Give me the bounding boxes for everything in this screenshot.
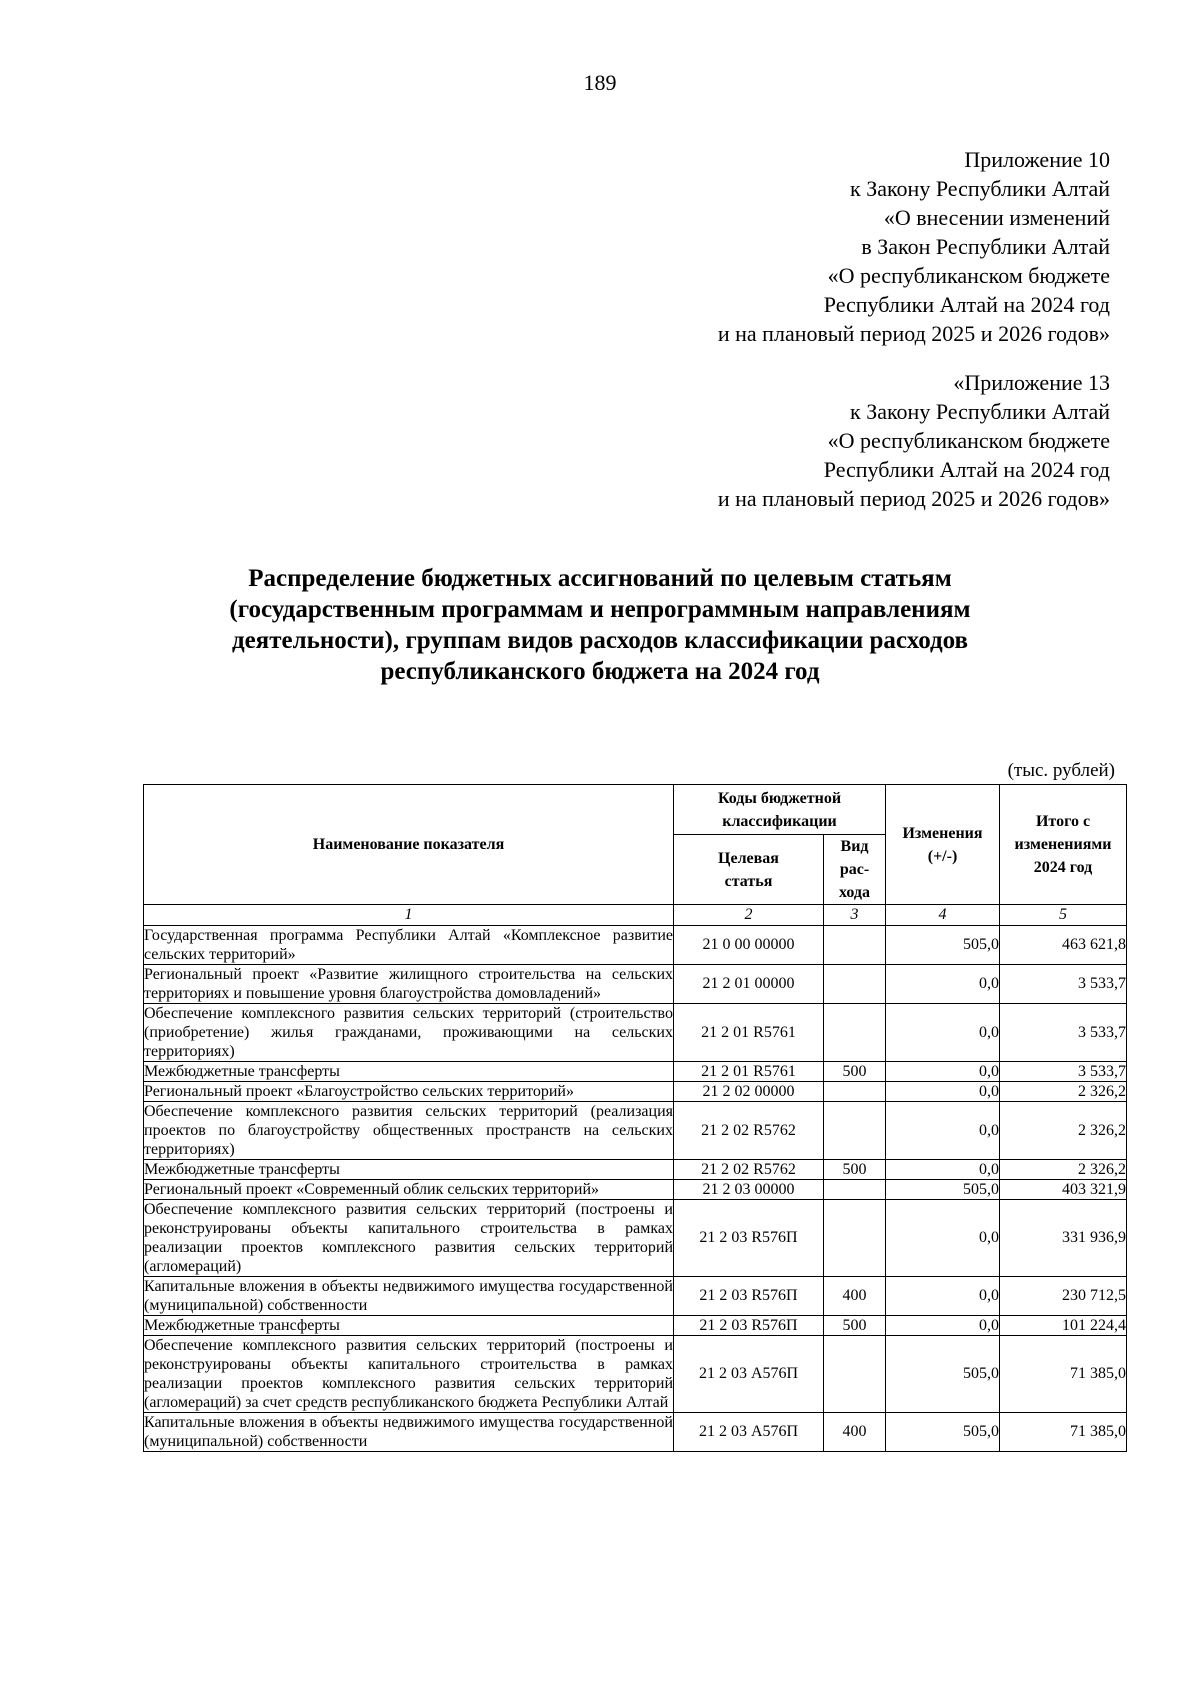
row-target-article: 21 2 02 R5762: [674, 1102, 824, 1160]
row-change: 505,0: [886, 1336, 1000, 1413]
row-name: Межбюджетные трансферты: [144, 1160, 674, 1180]
units-label: (тыс. рублей): [1007, 760, 1115, 781]
table-row: [144, 1413, 1127, 1452]
header-expense-type: Вид рас-хода: [824, 835, 886, 905]
appendix-10-block: [718, 145, 1110, 348]
row-expense-type: [824, 1180, 886, 1200]
header-changes: Изменения (+/-): [886, 785, 1000, 905]
row-total: 2 326,2: [1000, 1082, 1127, 1102]
row-target-article: 21 2 02 00000: [674, 1082, 824, 1102]
header-total: Итого с изменениями 2024 год: [1000, 785, 1127, 905]
row-expense-type: 500: [824, 1316, 886, 1336]
title-line: Распределение бюджетных ассигнований по целевым статьям: [248, 565, 952, 592]
row-target-article: 21 2 03 R576П: [674, 1316, 824, 1336]
row-name: Капитальные вложения в объекты недвижимого имущества государственной (муниципальной) собственности: [144, 1414, 673, 1450]
page-number: 189: [583, 70, 617, 95]
row-total: 463 621,8: [1000, 926, 1127, 965]
table-row: [144, 1004, 1127, 1062]
appendix-line: к Закону Республики Алтай: [850, 399, 1110, 424]
row-name: Обеспечение комплексного развития сельских территорий (построены и реконструированы объекты капитального строительства в рамках реализации проектов комплексного развития сельских территорий (агломераций) за счет средств республиканского бюджета Республики Алтай: [144, 1337, 673, 1411]
row-change: 505,0: [886, 1413, 1000, 1452]
column-number: 5: [1000, 905, 1127, 926]
row-total: 3 533,7: [1000, 1062, 1127, 1082]
row-target-article: 21 2 01 00000: [674, 965, 824, 1004]
appendix-line: Республики Алтай на 2024 год: [823, 457, 1110, 482]
appendix-line: в Закон Республики Алтай: [861, 234, 1110, 259]
row-expense-type: 400: [824, 1413, 886, 1452]
row-expense-type: [824, 965, 886, 1004]
row-total: 3 533,7: [1000, 965, 1127, 1004]
row-target-article: 21 2 03 А576П: [674, 1336, 824, 1413]
row-change: 0,0: [886, 965, 1000, 1004]
header-codes: Коды бюджетной классификации: [674, 785, 886, 835]
row-total: 331 936,9: [1000, 1200, 1127, 1277]
table-row: [144, 1160, 1127, 1180]
column-number: 4: [886, 905, 1000, 926]
row-total: 230 712,5: [1000, 1277, 1127, 1316]
row-change: 505,0: [886, 1180, 1000, 1200]
row-name: Государственная программа Республики Алтай «Комплексное развитие сельских территорий»: [144, 927, 673, 963]
row-expense-type: 500: [824, 1160, 886, 1180]
row-target-article: 21 2 03 00000: [674, 1180, 824, 1200]
row-change: 0,0: [886, 1316, 1000, 1336]
row-expense-type: 400: [824, 1277, 886, 1316]
row-target-article: 21 2 03 R576П: [674, 1277, 824, 1316]
header-name: Наименование показателя: [144, 785, 674, 905]
title-line: (государственным программам и непрограммным направлениям: [229, 596, 971, 623]
row-target-article: 21 2 03 R576П: [674, 1200, 824, 1277]
column-number: 3: [824, 905, 886, 926]
row-total: 71 385,0: [1000, 1336, 1127, 1413]
row-change: 505,0: [886, 926, 1000, 965]
table-header: [144, 785, 1127, 926]
row-change: 0,0: [886, 1277, 1000, 1316]
table-row: [144, 926, 1127, 965]
table-row: [144, 965, 1127, 1004]
row-name: Межбюджетные трансферты: [144, 1062, 674, 1082]
appendix-line: Республики Алтай на 2024 год: [823, 292, 1110, 317]
row-expense-type: [824, 1004, 886, 1062]
row-total: 3 533,7: [1000, 1004, 1127, 1062]
row-name: Межбюджетные трансферты: [144, 1316, 674, 1336]
table-row: [144, 1277, 1127, 1316]
budget-table: [143, 784, 1127, 1452]
row-target-article: 21 0 00 00000: [674, 926, 824, 965]
row-name: Обеспечение комплексного развития сельских территорий (строительство (приобретение) жилья гражданами, проживающими на сельских территориях): [144, 1005, 673, 1060]
row-name: Региональный проект «Благоустройство сельских территорий»: [144, 1082, 674, 1102]
row-total: 101 224,4: [1000, 1316, 1127, 1336]
row-target-article: 21 2 01 R5761: [674, 1004, 824, 1062]
appendix-line: «О республиканском бюджете: [827, 263, 1110, 288]
table-row: [144, 1316, 1127, 1336]
row-total: 2 326,2: [1000, 1102, 1127, 1160]
appendix-line: к Закону Республики Алтай: [850, 176, 1110, 201]
table-row: [144, 1200, 1127, 1277]
appendix-line: Приложение 10: [964, 147, 1110, 172]
row-expense-type: [824, 926, 886, 965]
appendix-line: «Приложение 13: [953, 370, 1110, 395]
column-number: 2: [674, 905, 824, 926]
row-target-article: 21 2 03 А576П: [674, 1413, 824, 1452]
row-change: 0,0: [886, 1082, 1000, 1102]
row-target-article: 21 2 02 R5762: [674, 1160, 824, 1180]
column-number: 1: [144, 905, 674, 926]
table-row: [144, 1082, 1127, 1102]
row-name: Обеспечение комплексного развития сельских территорий (реализация проектов по благоустройству общественных пространств на сельских территориях): [144, 1103, 673, 1158]
row-target-article: 21 2 01 R5761: [674, 1062, 824, 1082]
row-expense-type: [824, 1200, 886, 1277]
title-line: республиканского бюджета на 2024 год: [380, 658, 820, 685]
row-change: 0,0: [886, 1004, 1000, 1062]
appendix-line: «О республиканском бюджете: [827, 428, 1110, 453]
row-change: 0,0: [886, 1062, 1000, 1082]
appendix-13-block: [718, 368, 1110, 513]
row-name: Обеспечение комплексного развития сельских территорий (построены и реконструированы объекты капитального строительства в рамках реализации проектов комплексного развития сельских территорий (агломераций): [144, 1201, 673, 1275]
appendix-line: «О внесении изменений: [883, 205, 1110, 230]
row-name: Капитальные вложения в объекты недвижимого имущества государственной (муниципальной) собственности: [144, 1278, 673, 1314]
table-row: [144, 1180, 1127, 1200]
title-line: деятельности), группам видов расходов классификации расходов: [231, 627, 969, 654]
header-target-article: Целевая статья: [674, 835, 824, 905]
table-row: [144, 1062, 1127, 1082]
row-change: 0,0: [886, 1102, 1000, 1160]
row-change: 0,0: [886, 1200, 1000, 1277]
row-change: 0,0: [886, 1160, 1000, 1180]
row-expense-type: [824, 1336, 886, 1413]
document-title: [0, 563, 1200, 687]
table-row: [144, 1336, 1127, 1413]
row-name: Региональный проект «Современный облик сельских территорий»: [144, 1180, 674, 1200]
appendix-line: и на плановый период 2025 и 2026 годов»: [717, 321, 1110, 346]
appendix-line: и на плановый период 2025 и 2026 годов»: [717, 486, 1110, 511]
row-total: 403 321,9: [1000, 1180, 1127, 1200]
row-expense-type: 500: [824, 1062, 886, 1082]
row-total: 71 385,0: [1000, 1413, 1127, 1452]
row-total: 2 326,2: [1000, 1160, 1127, 1180]
table-body: [144, 926, 1127, 1452]
row-expense-type: [824, 1102, 886, 1160]
table-row: [144, 1102, 1127, 1160]
row-name: Региональный проект «Развитие жилищного строительства на сельских территориях и повышение уровня благоустройства домовладений»: [144, 966, 673, 1002]
column-number-row: [144, 905, 1127, 926]
row-expense-type: [824, 1082, 886, 1102]
